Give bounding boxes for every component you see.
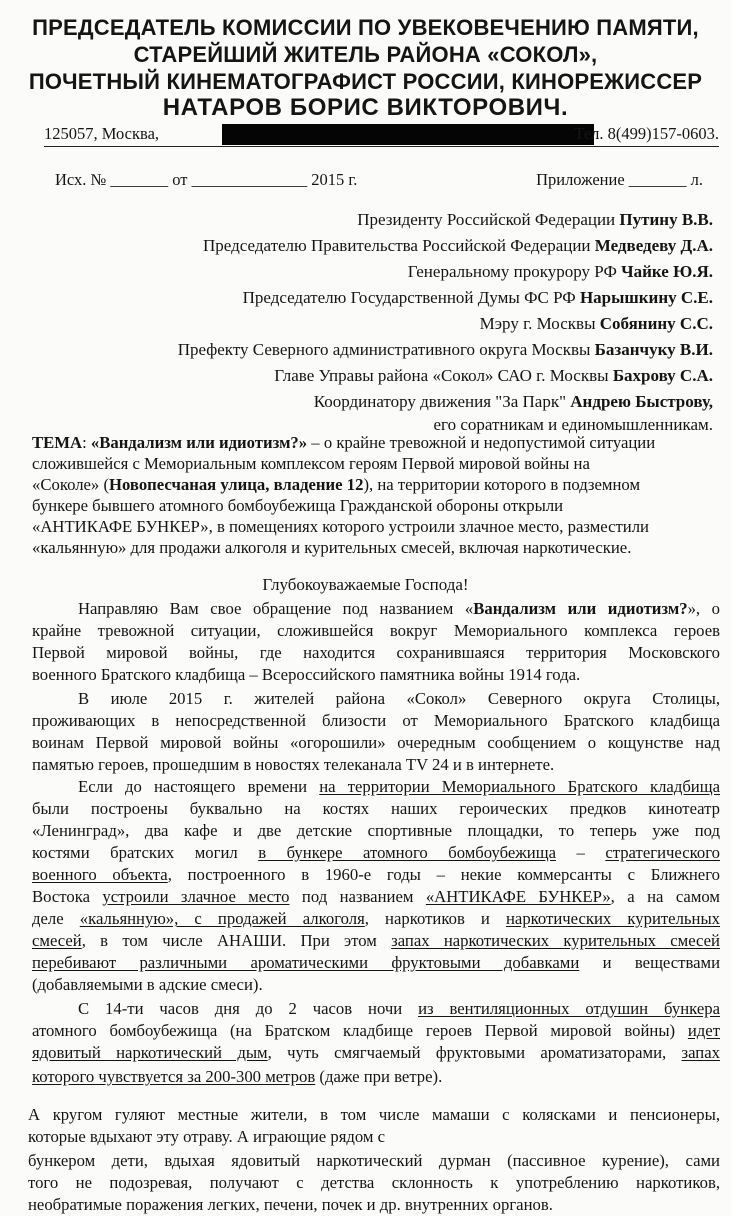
body-line: проживающих в непосредственной близости от Мемориального Братского кладбища [32,711,720,730]
body-line: костями братских могил в бункере атомного бомбоубежища – стратегического [32,843,721,862]
recipient-line: Координатору движения "За Парк" Андрею Быстрову, [313,392,713,411]
recipient-line: его соратникам и единомышленникам. [433,415,713,434]
body-line: необратимые поражения легких, печени, почек и др. внутренних органов. [28,1195,553,1214]
attachment-count: Приложение _______ л. [536,170,703,189]
body-line: были построены буквально на костях наших героических предков кинотеатр [32,799,720,818]
body-line: бункером дети, вдыхая ядовитый наркотический дурман (пассивное курение), сами [28,1151,720,1170]
body-line: которого чувствуется за 200-300 метров (даже при ветре). [32,1067,443,1086]
subject-line: «АНТИКАФЕ БУНКЕР», в помещениях которого устроили злачное место, разместили [32,517,649,536]
subject-line: «кальянную» для продажи алкоголя и курительных смесей, включая наркотические. [32,538,632,557]
redacted-block [222,124,594,145]
subject-line: ТЕМА: «Вандализм или идиотизм?» – о крайне тревожной и недопустимой ситуации [32,433,656,452]
recipient-line: Главе Управы района «Сокол» САО г. Москвы Бахрову С.А. [274,366,713,385]
body-line: С 14-ти часов дня до 2 часов ночи из вентиляционных отдушин бункера [78,999,720,1018]
recipient-line: Генеральному прокурору РФ Чайке Ю.Я. [407,262,713,281]
address-city: 125057, Москва, [44,124,160,143]
body-line: Первой мировой войны, где находится сохранившаяся территория Московского [32,643,720,662]
header-line-3: ПОЧЕТНЫЙ КИНЕМАТОГРАФИСТ РОССИИ, КИНОРЕЖИССЕР [28,69,703,94]
subject-line: бункере бывшего атомного бомбоубежища Гражданской обороны открыли [32,496,564,515]
body-line: атомного бомбоубежища (на Братском кладбище героев Первой мировой войны) идет [32,1021,720,1040]
author-name: НАТАРОВ БОРИС ВИКТОРОВИЧ. [162,94,569,121]
body-line: Востока устроили злачное место под названием «АНТИКАФЕ БУНКЕР», а на самом [32,887,720,906]
body-line: «Ленинград», два кафе и две детские спортивные площадки, то теперь уже под [32,821,720,840]
recipient-line: Председателю Государственной Думы ФС РФ Нарышкину С.Е. [242,288,713,307]
body-line: того не подозревая, получают с детства склонность к употреблению наркотиков, [28,1173,720,1192]
phone: Тел. 8(499)157-0603. [574,124,719,143]
body-line: военного объекта, построенного в 1960-е годы – некие коммерсанты с Ближнего [32,865,720,884]
subject-title: «Вандализм или идиотизм?» [90,433,308,452]
header-line-1: ПРЕДСЕДАТЕЛЬ КОМИССИИ ПО УВЕКОВЕЧЕНИЮ ПАМЯТИ, [32,15,699,40]
body-line: военного Братского кладбища – Всероссийского памятника войны 1914 года. [32,665,581,684]
recipient-line: Мэру г. Москвы Собянину С.С. [479,314,713,333]
body-line: крайне тревожной ситуации, сложившейся вокруг Мемориального комплекса героев [32,621,720,640]
recipient-line: Префекту Северного административного округа Москвы Базанчуку В.И. [177,340,713,359]
body-line: воинам Первой мировой войны «огорошили» очередным сообщением о кощунстве над [32,733,720,752]
body-line: А кругом гуляют местные жители, в том числе мамаши с колясками и пенсионеры, [28,1105,720,1124]
body-line: деле «кальянную», с продажей алкоголя, наркотиков и наркотических курительных [32,909,720,928]
outgoing-number: Исх. № _______ от ______________ 2015 г. [55,170,358,189]
body-line: которые вдыхают эту отраву. А играющие рядом с [28,1127,386,1146]
body-line: перебивают различными ароматическими фруктовыми добавками и веществами [32,953,720,972]
header-line-2: СТАРЕЙШИЙ ЖИТЕЛЬ РАЙОНА «СОКОЛ», [133,42,598,67]
body-line: (добавляемыми в адские смеси). [32,975,263,994]
greeting: Глубокоуважаемые Господа! [262,575,469,594]
subject-line: «Соколе» (Новопесчаная улица, владение 12), на территории которого в подземном [32,475,641,494]
recipient-line: Президенту Российской Федерации Путину В.В. [357,210,713,229]
body-line: памятью героев, прошедшим в новостях телеканала TV 24 и в интернете. [32,755,555,774]
address-line [44,124,719,147]
subject-line: сложившейся с Мемориальным комплексом героям Первой мировой войны на [32,454,590,473]
body-line: Направляю Вам свое обращение под названием «Вандализм или идиотизм?», о [78,599,720,618]
body-line: В июле 2015 г. жителей района «Сокол» Северного округа Столицы, [78,689,720,708]
subject-label: ТЕМА [32,433,83,452]
recipient-line: Председателю Правительства Российской Федерации Медведеву Д.А. [203,236,713,255]
body-line: ядовитый наркотический дым, чуть смягчаемый фруктовыми ароматизаторами, запах [32,1043,720,1062]
body-line: Если до настоящего времени на территории Мемориального Братского кладбища [78,777,720,796]
body-line: смесей, в том числе АНАШИ. При этом запах наркотических курительных смесей [32,931,720,950]
